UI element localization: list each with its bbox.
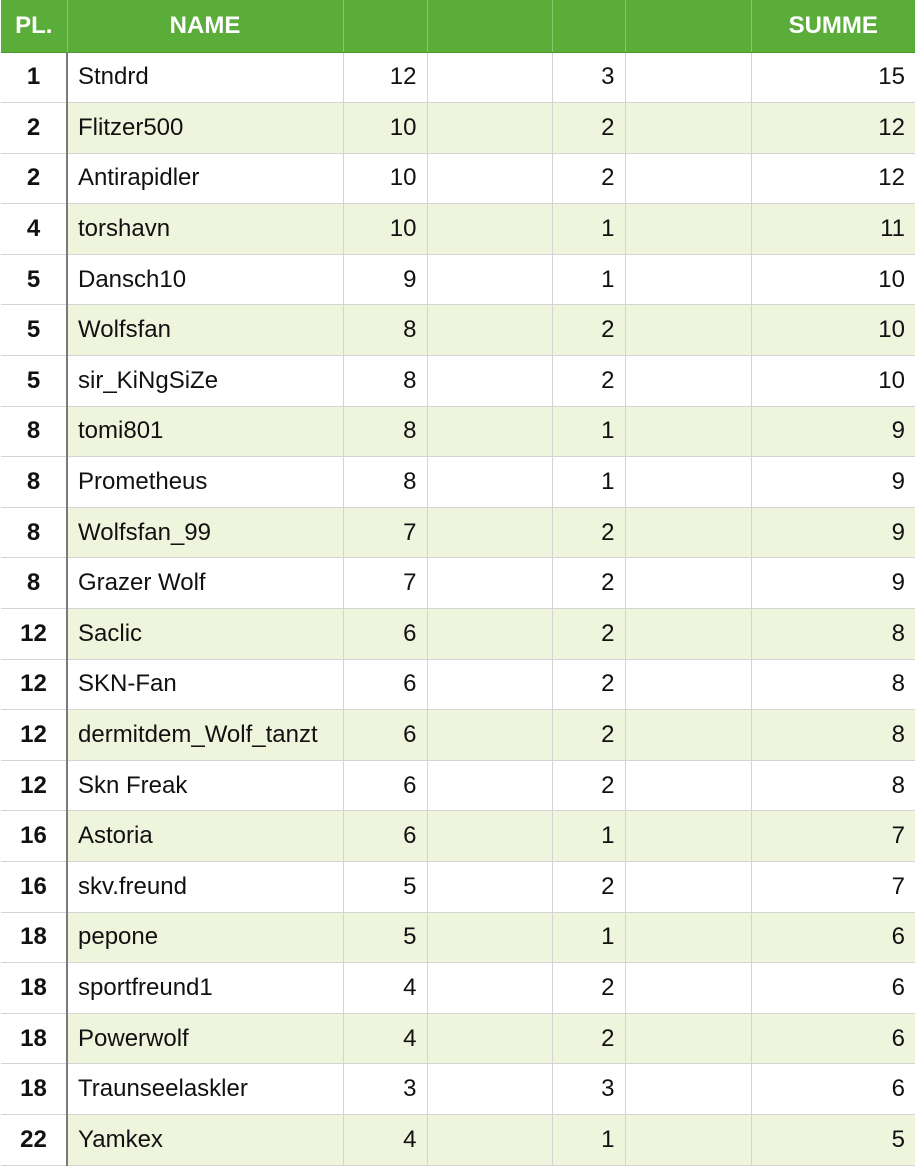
col-c-cell: 2 <box>552 760 625 811</box>
sum-cell: 9 <box>751 558 915 609</box>
table-row[interactable] <box>1 52 915 103</box>
name-cell: sportfreund1 <box>67 963 343 1014</box>
sum-cell: 12 <box>751 153 915 204</box>
col-d-cell <box>625 558 751 609</box>
col-c-cell: 2 <box>552 710 625 761</box>
table-row[interactable] <box>1 305 915 356</box>
table-row[interactable] <box>1 659 915 710</box>
table-row[interactable] <box>1 609 915 660</box>
col-b-cell <box>427 254 552 305</box>
col-a-cell: 8 <box>343 305 427 356</box>
name-cell: SKN-Fan <box>67 659 343 710</box>
name-cell: pepone <box>67 912 343 963</box>
col-a-cell: 4 <box>343 1013 427 1064</box>
col-a-cell: 3 <box>343 1064 427 1115</box>
col-d-cell <box>625 710 751 761</box>
col-c-cell: 1 <box>552 912 625 963</box>
col-d-cell <box>625 609 751 660</box>
col-a-cell: 6 <box>343 710 427 761</box>
rank-cell: 5 <box>1 305 67 356</box>
col-d-cell <box>625 811 751 862</box>
col-b-cell <box>427 1064 552 1115</box>
name-cell: Skn Freak <box>67 760 343 811</box>
col-d-cell <box>625 153 751 204</box>
sum-cell: 6 <box>751 1064 915 1115</box>
col-c-cell: 2 <box>552 103 625 154</box>
name-cell: Yamkex <box>67 1114 343 1165</box>
col-a-cell: 8 <box>343 356 427 407</box>
table-row[interactable] <box>1 254 915 305</box>
rank-cell: 18 <box>1 1064 67 1115</box>
rank-cell: 8 <box>1 457 67 508</box>
table-body <box>1 52 915 1165</box>
rank-cell: 16 <box>1 811 67 862</box>
table-row[interactable] <box>1 356 915 407</box>
rank-cell: 8 <box>1 507 67 558</box>
col-d-cell <box>625 1114 751 1165</box>
col-b-cell <box>427 710 552 761</box>
header-row <box>1 0 915 52</box>
col-d-cell <box>625 912 751 963</box>
name-cell: Stndrd <box>67 52 343 103</box>
col-a-cell: 6 <box>343 811 427 862</box>
header-col-b[interactable] <box>427 0 552 52</box>
sum-cell: 9 <box>751 406 915 457</box>
col-b-cell <box>427 659 552 710</box>
table-header <box>1 0 915 52</box>
col-c-cell: 2 <box>552 356 625 407</box>
col-d-cell <box>625 963 751 1014</box>
col-b-cell <box>427 811 552 862</box>
col-a-cell: 12 <box>343 52 427 103</box>
table-row[interactable] <box>1 457 915 508</box>
table-row[interactable] <box>1 153 915 204</box>
rank-cell: 2 <box>1 153 67 204</box>
standings-table <box>1 0 915 1166</box>
sum-cell: 7 <box>751 811 915 862</box>
table-row[interactable] <box>1 507 915 558</box>
rank-cell: 12 <box>1 760 67 811</box>
col-d-cell <box>625 254 751 305</box>
rank-cell: 12 <box>1 659 67 710</box>
sum-cell: 6 <box>751 1013 915 1064</box>
col-b-cell <box>427 356 552 407</box>
col-b-cell <box>427 406 552 457</box>
header-sum[interactable]: SUMME <box>751 0 915 52</box>
sum-cell: 15 <box>751 52 915 103</box>
col-a-cell: 6 <box>343 659 427 710</box>
col-a-cell: 5 <box>343 862 427 913</box>
col-a-cell: 8 <box>343 406 427 457</box>
rank-cell: 12 <box>1 710 67 761</box>
sum-cell: 10 <box>751 356 915 407</box>
table-row[interactable] <box>1 558 915 609</box>
col-b-cell <box>427 52 552 103</box>
sum-cell: 8 <box>751 609 915 660</box>
table-row[interactable] <box>1 1114 915 1165</box>
col-b-cell <box>427 204 552 255</box>
table-row[interactable] <box>1 1064 915 1115</box>
col-c-cell: 2 <box>552 153 625 204</box>
name-cell: Astoria <box>67 811 343 862</box>
name-cell: sir_KiNgSiZe <box>67 356 343 407</box>
rank-cell: 1 <box>1 52 67 103</box>
col-c-cell: 2 <box>552 862 625 913</box>
sum-cell: 9 <box>751 457 915 508</box>
rank-cell: 8 <box>1 406 67 457</box>
col-a-cell: 6 <box>343 760 427 811</box>
col-a-cell: 8 <box>343 457 427 508</box>
col-c-cell: 2 <box>552 1013 625 1064</box>
col-b-cell <box>427 305 552 356</box>
col-b-cell <box>427 103 552 154</box>
col-c-cell: 2 <box>552 305 625 356</box>
rank-cell: 22 <box>1 1114 67 1165</box>
col-b-cell <box>427 760 552 811</box>
rank-cell: 4 <box>1 204 67 255</box>
col-a-cell: 9 <box>343 254 427 305</box>
table-row[interactable] <box>1 103 915 154</box>
name-cell: Saclic <box>67 609 343 660</box>
col-d-cell <box>625 356 751 407</box>
col-b-cell <box>427 457 552 508</box>
sum-cell: 6 <box>751 963 915 1014</box>
sum-cell: 5 <box>751 1114 915 1165</box>
col-a-cell: 10 <box>343 153 427 204</box>
rank-cell: 18 <box>1 1013 67 1064</box>
rank-cell: 5 <box>1 356 67 407</box>
col-c-cell: 1 <box>552 457 625 508</box>
col-a-cell: 7 <box>343 507 427 558</box>
col-c-cell: 1 <box>552 406 625 457</box>
col-c-cell: 2 <box>552 558 625 609</box>
col-b-cell <box>427 153 552 204</box>
table-row[interactable] <box>1 1013 915 1064</box>
col-d-cell <box>625 103 751 154</box>
col-b-cell <box>427 507 552 558</box>
col-d-cell <box>625 52 751 103</box>
col-b-cell <box>427 862 552 913</box>
col-c-cell: 2 <box>552 963 625 1014</box>
name-cell: Powerwolf <box>67 1013 343 1064</box>
col-d-cell <box>625 406 751 457</box>
name-cell: Wolfsfan <box>67 305 343 356</box>
col-d-cell <box>625 457 751 508</box>
rank-cell: 12 <box>1 609 67 660</box>
name-cell: tomi801 <box>67 406 343 457</box>
col-c-cell: 1 <box>552 1114 625 1165</box>
col-c-cell: 1 <box>552 811 625 862</box>
rank-cell: 2 <box>1 103 67 154</box>
col-c-cell: 2 <box>552 659 625 710</box>
name-cell: dermitdem_Wolf_tanzt <box>67 710 343 761</box>
name-cell: Grazer Wolf <box>67 558 343 609</box>
table-row[interactable] <box>1 963 915 1014</box>
col-c-cell: 3 <box>552 52 625 103</box>
sum-cell: 8 <box>751 760 915 811</box>
col-b-cell <box>427 963 552 1014</box>
col-b-cell <box>427 1013 552 1064</box>
rank-cell: 16 <box>1 862 67 913</box>
col-d-cell <box>625 1013 751 1064</box>
col-c-cell: 1 <box>552 204 625 255</box>
col-a-cell: 4 <box>343 1114 427 1165</box>
table-row[interactable] <box>1 912 915 963</box>
sum-cell: 11 <box>751 204 915 255</box>
col-c-cell: 2 <box>552 507 625 558</box>
name-cell: Dansch10 <box>67 254 343 305</box>
table-row[interactable] <box>1 862 915 913</box>
name-cell: Flitzer500 <box>67 103 343 154</box>
sum-cell: 10 <box>751 305 915 356</box>
name-cell: Wolfsfan_99 <box>67 507 343 558</box>
col-d-cell <box>625 1064 751 1115</box>
col-a-cell: 10 <box>343 204 427 255</box>
col-b-cell <box>427 1114 552 1165</box>
sum-cell: 8 <box>751 710 915 761</box>
sum-cell: 8 <box>751 659 915 710</box>
col-d-cell <box>625 204 751 255</box>
rank-cell: 8 <box>1 558 67 609</box>
col-a-cell: 10 <box>343 103 427 154</box>
header-rank[interactable]: PL. <box>1 0 67 52</box>
col-d-cell <box>625 659 751 710</box>
header-col-d[interactable] <box>625 0 751 52</box>
col-b-cell <box>427 558 552 609</box>
name-cell: skv.freund <box>67 862 343 913</box>
name-cell: torshavn <box>67 204 343 255</box>
col-c-cell: 1 <box>552 254 625 305</box>
col-c-cell: 3 <box>552 1064 625 1115</box>
rank-cell: 18 <box>1 912 67 963</box>
header-col-a[interactable] <box>343 0 427 52</box>
table-row[interactable] <box>1 204 915 255</box>
table-row[interactable] <box>1 760 915 811</box>
col-a-cell: 5 <box>343 912 427 963</box>
col-c-cell: 2 <box>552 609 625 660</box>
table-row[interactable] <box>1 811 915 862</box>
sum-cell: 12 <box>751 103 915 154</box>
col-a-cell: 4 <box>343 963 427 1014</box>
rank-cell: 18 <box>1 963 67 1014</box>
name-cell: Antirapidler <box>67 153 343 204</box>
sum-cell: 6 <box>751 912 915 963</box>
name-cell: Prometheus <box>67 457 343 508</box>
name-cell: Traunseelaskler <box>67 1064 343 1115</box>
header-name[interactable]: NAME <box>67 0 343 52</box>
col-b-cell <box>427 912 552 963</box>
sum-cell: 9 <box>751 507 915 558</box>
table-row[interactable] <box>1 406 915 457</box>
col-d-cell <box>625 862 751 913</box>
table-row[interactable] <box>1 710 915 761</box>
col-b-cell <box>427 609 552 660</box>
col-a-cell: 6 <box>343 609 427 660</box>
sum-cell: 7 <box>751 862 915 913</box>
sum-cell: 10 <box>751 254 915 305</box>
col-d-cell <box>625 507 751 558</box>
rank-cell: 5 <box>1 254 67 305</box>
col-a-cell: 7 <box>343 558 427 609</box>
col-d-cell <box>625 305 751 356</box>
header-col-c[interactable] <box>552 0 625 52</box>
col-d-cell <box>625 760 751 811</box>
